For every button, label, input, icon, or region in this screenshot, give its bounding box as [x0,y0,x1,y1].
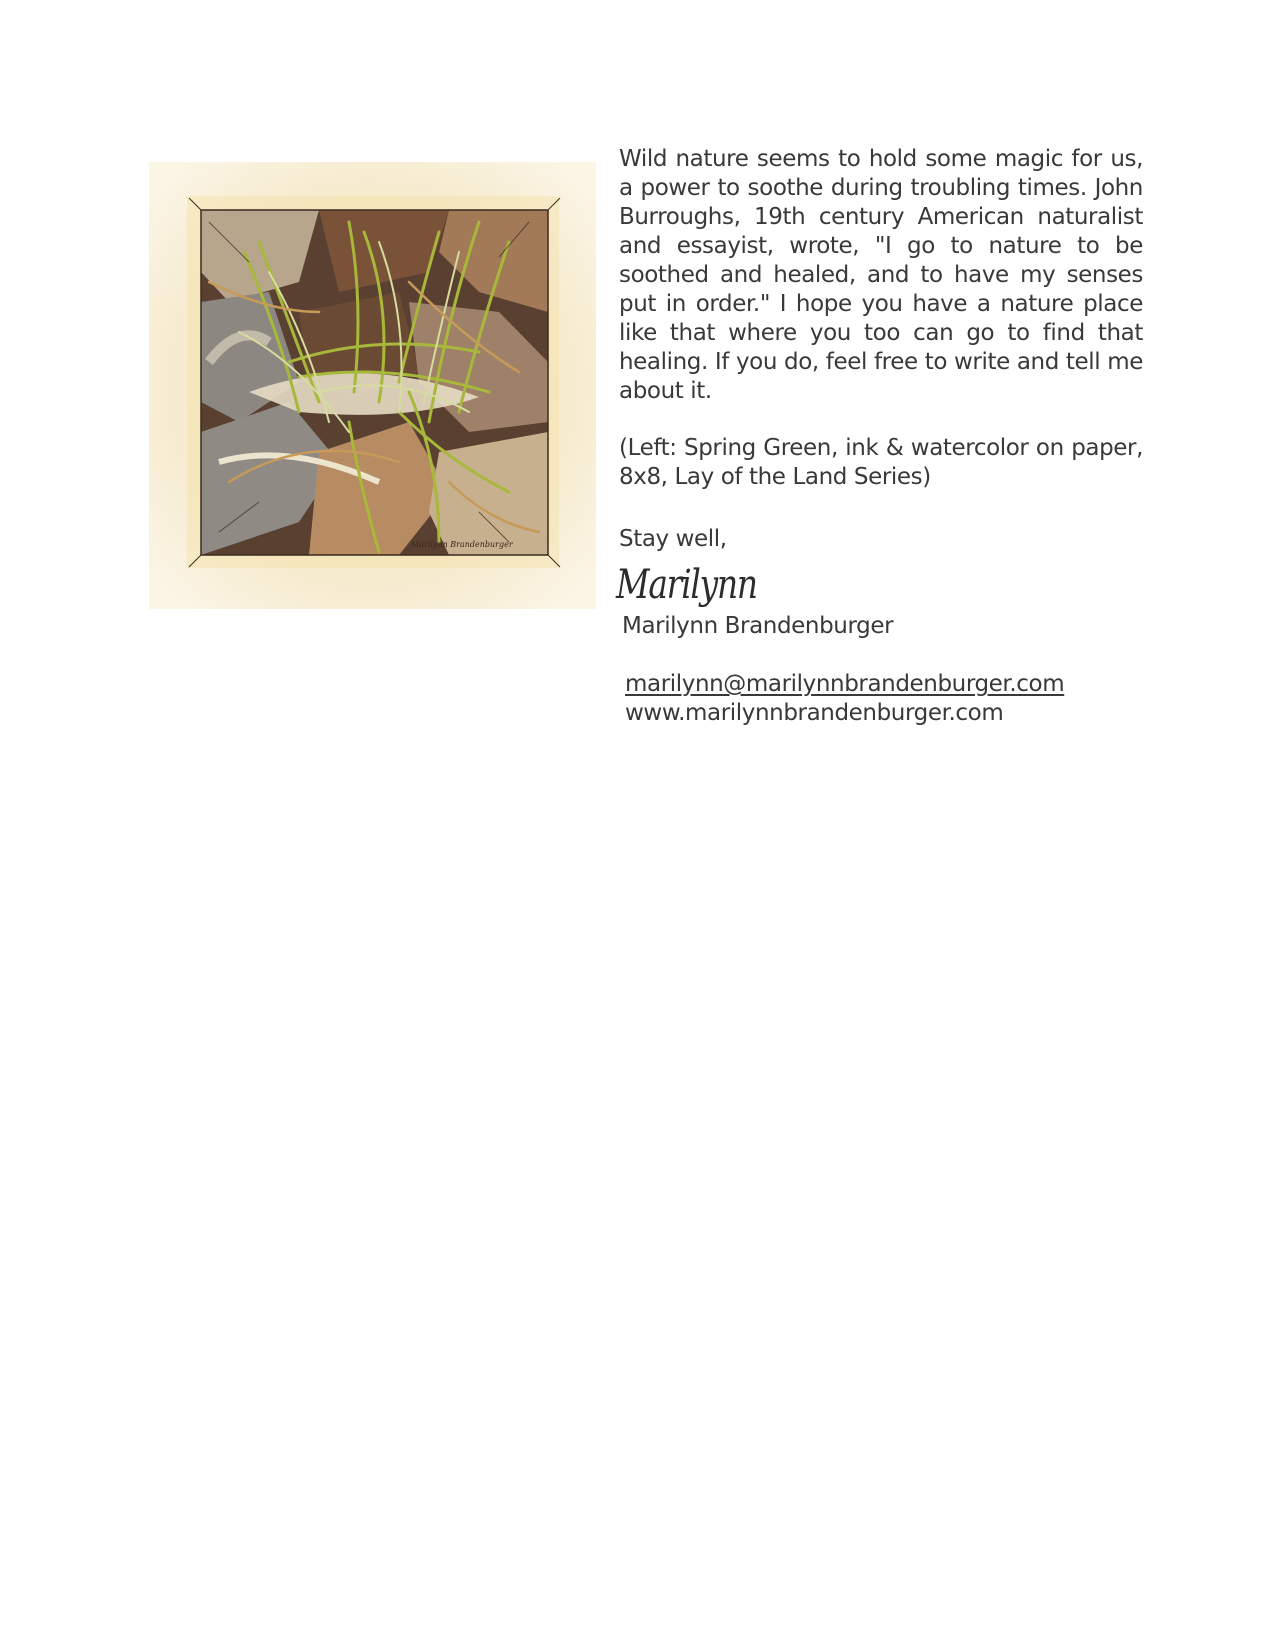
letter-closing: Stay well, [619,526,727,552]
artwork-image [149,162,596,609]
website-text: www.marilynnbrandenburger.com [625,700,1004,726]
artwork-caption: (Left: Spring Green, ink & watercolor on paper, 8x8, Lay of the Land Series) [619,435,1143,490]
artist-signature-mark: Marilynn Brandenburger [411,540,513,549]
handwritten-signature: Marilynn [616,562,757,608]
letter-text [616,145,1143,728]
spring-green-painting [149,162,596,609]
sender-name: Marilynn Brandenburger [622,613,894,639]
email-link[interactable]: marilynn@marilynnbrandenburger.com [625,671,1065,697]
letter-body: Wild nature seems to hold some magic for us, a power to soothe during troubling times. John Burroughs, 19th century American naturalist and essayist, wrote, "I go to nature to be soothed and healed, and to have my senses put in order." I hope you have a nature place like that where you too can go to find that healing. If you do, feel free to write and tell me about it. [619,146,1143,404]
